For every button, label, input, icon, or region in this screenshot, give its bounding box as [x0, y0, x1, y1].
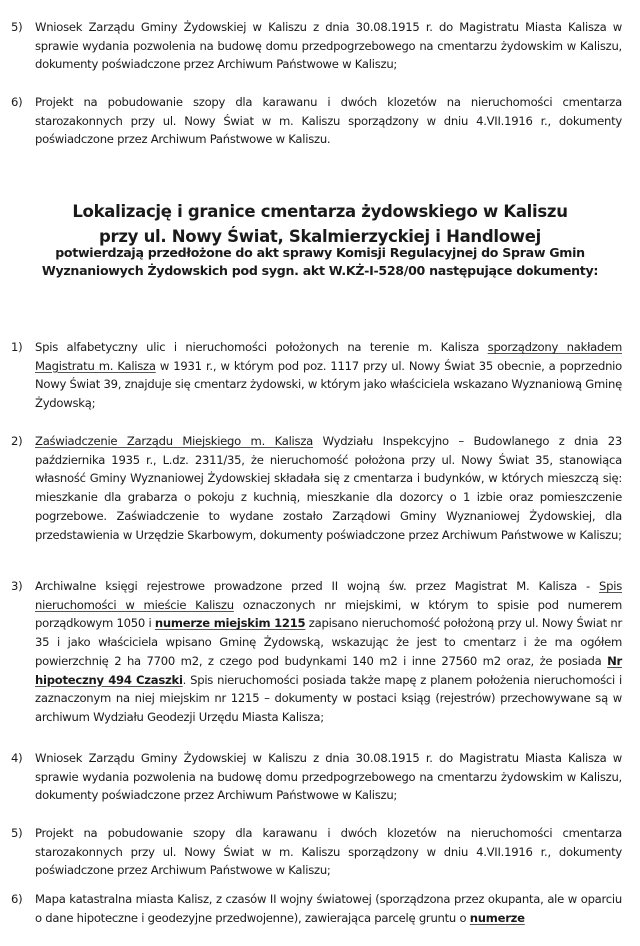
list-item-1	[0, 338, 640, 413]
list-item-3	[0, 577, 640, 727]
list-item-6	[0, 890, 640, 927]
list-item-top-6	[0, 93, 640, 149]
section-title-line1: Lokalizację i granice cmentarza żydowskiego w Kaliszu	[72, 202, 568, 221]
item-text: Projekt na pobudowanie szopy dla karawanu i dwóch klozetów na nieruchomości cmentarza starozakonnych przy ul. Nowy Świat w m. Kaliszu sporządzony w dniu 4.VII.1916 r., dokumenty poświadczone przez Archiwum Państwowe w Kaliszu.	[35, 95, 622, 147]
list-item-2	[0, 432, 640, 544]
text-segment: w 1931 r., w którym pod poz. 1117 przy ul. Nowy Świat 35 obecnie, a poprzednio Nowy Świat 39, znajduje się cmentarz żydowski, w którym jako właściciela wskazano Wyznaniową Gminę Żydowską;	[35, 358, 622, 411]
item-number: 1)	[11, 340, 23, 354]
item-text	[35, 338, 622, 413]
text-segment: Spis alfabetyczny ulic i nieruchomości położonych na terenie m. Kalisza	[35, 340, 488, 354]
list-item-4	[0, 749, 640, 805]
bold-underlined-text: Nr hipoteczny 494 Czaszki	[35, 653, 622, 687]
text-segment: Wydziału Inspekcyjno – Budowlanego z dnia 23 października 1935 r., L.dz. 2311/35, że nieruchomość położona przy ul. Nowy Świat 35, stanowiąca własność Gminy Wyznaniowej Żydowskiej składała się z cmentarza i budynków, w których mieszczą się: mieszkanie dla grabarza o pokoju z kuchnią, mieszkanie dla dozorcy o 1 izbie oraz pomieszczenie pogrzebowe. Zaświadczenie to wydane zostało Zarządowi Gminy Wyznaniowej Żydowskiej, dla przedstawienia w Urzędzie Skarbowym, dokumenty poświadczone przez Archiwum Państwowe w Kaliszu;	[35, 434, 622, 542]
item-number: 4)	[11, 751, 23, 765]
section-subtitle-line1: potwierdzają przedłożone do akt sprawy Komisji Regulacyjnej do Spraw Gmin	[55, 245, 585, 260]
item-number: 2)	[11, 434, 23, 448]
item-text: Wniosek Zarządu Gminy Żydowskiej w Kaliszu z dnia 30.08.1915 r. do Magistratu Miasta Kalisza w sprawie wydania pozwolenia na budowę domu przedpogrzebowego na cmentarzu żydowskim w Kaliszu, dokumenty poświadczone przez Archiwum Państwowe w Kaliszu;	[35, 20, 622, 72]
item-number: 6)	[11, 892, 23, 906]
item-text: Wniosek Zarządu Gminy Żydowskiej w Kaliszu z dnia 30.08.1915 r. do Magistratu Miasta Kalisza w sprawie wydania pozwolenia na budowę domu przedpogrzebowego na cmentarzu żydowskim w Kaliszu, dokumenty poświadczone przez Archiwum Państwowe w Kaliszu;	[35, 751, 622, 803]
underlined-text: Zaświadczenie Zarządu Miejskiego m. Kalisza	[35, 434, 314, 448]
text-segment: oznaczonych nr miejskimi, w którym to spisie pod numerem porządkowym 1050 i	[35, 597, 622, 631]
item-text	[35, 432, 622, 544]
text-segment: . Spis nieruchomości posiada także mapę z planem położenia nieruchomości i zaznaczonym na niej miejskim nr 1215 – dokumenty w postaci ksiąg (rejestrów) przechowywane są w archiwum Wydziału Geodezji Urzędu Miasta Kalisza;	[35, 672, 622, 724]
underlined-text: Spis nieruchomości w mieście Kaliszu	[35, 579, 622, 612]
bold-underlined-text: numerze	[469, 910, 525, 925]
item-text	[35, 890, 622, 927]
section-subtitle-line2: Wyznaniowych Żydowskich pod sygn. akt W.KŻ-I-528/00 następujące dokumenty:	[41, 263, 599, 278]
list-item-top-5	[0, 18, 640, 74]
item-text	[35, 577, 622, 727]
item-number: 6)	[11, 95, 23, 109]
underlined-text: sporządzony nakładem Magistratu m. Kalisza	[35, 340, 623, 373]
item-text: Projekt na pobudowanie szopy dla karawanu i dwóch klozetów na nieruchomości cmentarza starozakonnych przy ul. Nowy Świat w m. Kaliszu sporządzony w dniu 4.VII.1916 r., dokumenty poświadczone przez Archiwum Państwowe w Kaliszu;	[35, 826, 622, 878]
list-item-5	[0, 824, 640, 880]
text-segment: Archiwalne księgi rejestrowe prowadzone przed II wojną św. przez Magistrat M. Kalisza -	[35, 579, 600, 593]
bold-underlined-text: numerze miejskim 1215	[154, 616, 306, 631]
item-number: 5)	[11, 20, 23, 34]
section-title-line2: przy ul. Nowy Świat, Skalmierzyckiej i Handlowej	[99, 227, 541, 246]
item-number: 5)	[11, 826, 23, 840]
text-segment: Mapa katastralna miasta Kalisz, z czasów II wojny światowej (sporządzona przez okupanta, ale w oparciu o dane hipoteczne i geodezyjne przedwojenne), zawierająca parcelę gruntu o	[35, 892, 622, 925]
text-segment: zapisano nieruchomość położoną przy ul. Nowy Świat nr 35 i jako właściciela wpisano Gminę Żydowską, wskazując że jest to cmentarz i że ma ogółem powierzchnię 2 ha 7700 m2, z czego pod budynkami 140 m2 i inne 27560 m2 oraz, że posiada	[35, 616, 622, 668]
item-number: 3)	[11, 579, 23, 593]
